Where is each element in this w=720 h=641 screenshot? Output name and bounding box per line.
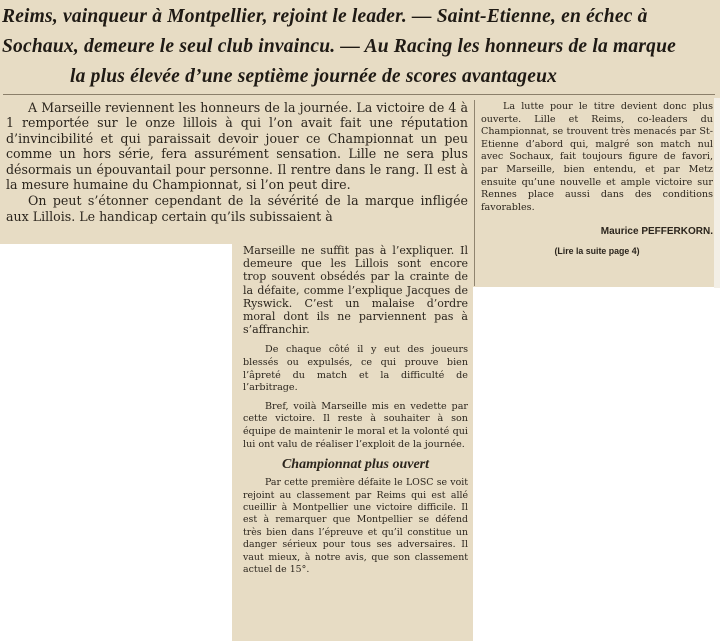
section-subhead: Championnat plus ouvert xyxy=(281,457,430,473)
cutout-edge xyxy=(714,98,720,288)
article-paragraph-right: La lutte pour le titre devient donc plus ouverte. Lille et Reims, co-leaders du Championnat, se trouvent très menacés par St-Etienne d’abord qui, malgré son match nul avec Sochaux, fait toujours figure de favori, par Marseille, bien entendu, et par Metz ensuite qu’une nouvelle et ample victoire sur Rennes place aussi dans des conditions favorables. xyxy=(481,101,713,213)
cutout-right xyxy=(473,287,720,641)
headline-rule xyxy=(3,94,715,95)
headline-line-3: la plus élevée d’une septième journée de scores avantageux xyxy=(70,66,558,87)
cutout-left xyxy=(0,244,232,641)
continued-note: (Lire la suite page 4) xyxy=(554,246,640,257)
column-divider xyxy=(474,100,475,286)
article-paragraph-2-rest: Marseille ne suffit pas à l’expliquer. Il demeure que les Lillois sont encore trop souvent obsédés par la crainte de la défaite, comme l’explique Jacques de Ryswick. C’est un malaise d’ordre moral dont ils ne parviennent pas à s’affranchir. xyxy=(243,244,468,337)
article-paragraph-2-top: On peut s’étonner cependant de la sévérité de la marque infligée aux Lillois. Le handicap certain qu’ils subissaient à xyxy=(6,193,468,224)
author-signature: Maurice PEFFERKORN. xyxy=(600,226,713,238)
article-paragraph-4: Bref, voilà Marseille mis en vedette par cette victoire. Il reste à souhaiter à son équipe de maintenir le moral et la volonté qui lui ont valu de réaliser l’exploit de la journée. xyxy=(243,400,468,450)
article-column-left xyxy=(6,100,468,224)
article-paragraph-3: De chaque côté il y eut des joueurs blessés ou expulsés, ce qui prouve bien l’âpreté du match et la difficulté de l’arbitrage. xyxy=(243,344,468,394)
article-paragraph-5: Par cette première défaite le LOSC se voit rejoint au classement par Reims qui est allé cueillir à Montpellier une victoire difficile. Il est à remarquer que Montpellier se défend très bien dans l’épreuve et qu’il constitue un danger sérieux pour tous ses adversaires. Il vaut mieux, à notre avis, que son classement actuel de 15°. xyxy=(243,477,468,576)
article-paragraph-1: A Marseille reviennent les honneurs de la journée. La victoire de 4 à 1 remportée sur le onze lillois à qui l’on avait fait une réputation d’invincibilité et qui paraissait devoir jouer ce Championnat un peu comme un hors série, fera assurément sensation. Lille ne sera plus désormais un épouvantail pour personne. Il rentre dans le rang. Il est à la mesure humaine du Championnat, si l’on peut dire. xyxy=(6,100,468,193)
article-column-center xyxy=(243,244,468,576)
article-column-right xyxy=(481,101,713,256)
headline-line-1: Reims, vainqueur à Montpellier, rejoint le leader. — Saint-Etienne, en échec à xyxy=(2,6,648,27)
headline xyxy=(0,2,720,92)
headline-line-2: Sochaux, demeure le seul club invaincu. — Au Racing les honneurs de la marque xyxy=(2,36,676,57)
